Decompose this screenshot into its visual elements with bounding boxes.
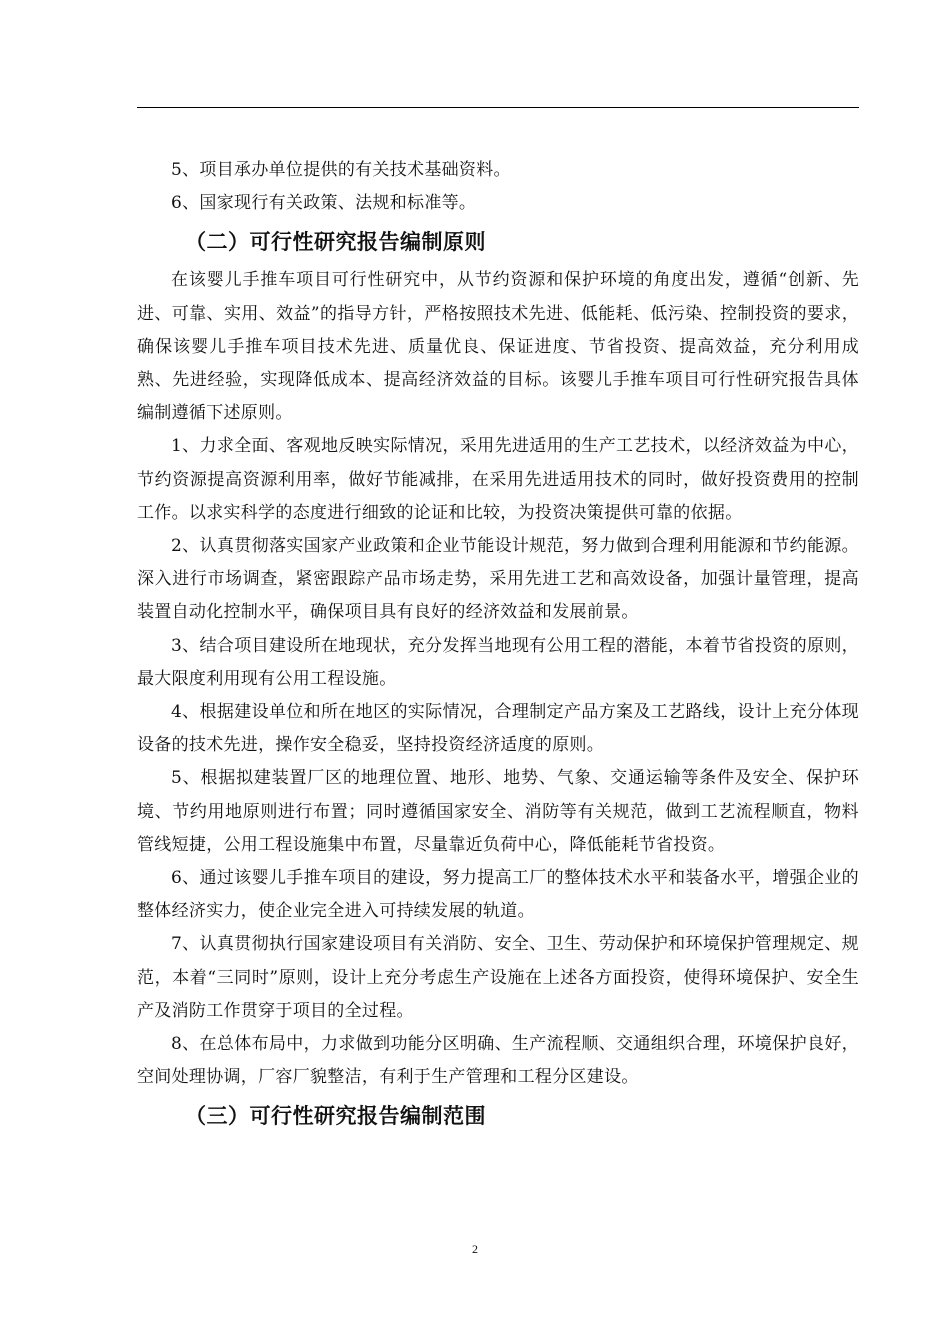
paragraph-basis-5: 5、项目承办单位提供的有关技术基础资料。: [171, 160, 511, 180]
paragraph-principle-1: 1、力求全面、客观地反映实际情况，采用先进适用的生产工艺技术，以经济效益为中心，节约资源提高资源利用率，做好节能减排，在采用先进适用技术的同时，做好投资费用的控制工作。以求实科学的态度进行细致的论证和比较，为投资决策提供可靠的依据。: [137, 436, 859, 523]
paragraph-principle-3: 3、结合项目建设所在地现状，充分发挥当地现有公用工程的潜能，本着节省投资的原则，最大限度利用现有公用工程设施。: [137, 635, 859, 689]
paragraph-principle-2: 2、认真贯彻落实国家产业政策和企业节能设计规范，努力做到合理利用能源和节约能源。深入进行市场调查，紧密跟踪产品市场走势，采用先进工艺和高效设备，加强计量管理，提高装置自动化控制水平，确保项目具有良好的经济效益和发展前景。: [137, 536, 859, 623]
section-heading-principles: （二）可行性研究报告编制原则: [185, 230, 486, 255]
document-body: [137, 154, 859, 1138]
paragraph-principle-8: 8、在总体布局中，力求做到功能分区明确、生产流程顺、交通组织合理，环境保护良好，空间处理协调，厂容厂貌整洁，有利于生产管理和工程分区建设。: [137, 1034, 859, 1088]
section-heading-scope: （三）可行性研究报告编制范围: [185, 1104, 486, 1129]
page-number: 2: [472, 1242, 478, 1256]
paragraph-principle-6: 6、通过该婴儿手推车项目的建设，努力提高工厂的整体技术水平和装备水平，增强企业的整体经济实力，使企业完全进入可持续发展的轨道。: [137, 868, 859, 922]
paragraph-principle-4: 4、根据建设单位和所在地区的实际情况，合理制定产品方案及工艺路线，设计上充分体现设备的技术先进，操作安全稳妥，坚持投资经济适度的原则。: [137, 702, 859, 756]
paragraph-principle-7: 7、认真贯彻执行国家建设项目有关消防、安全、卫生、劳动保护和环境保护管理规定、规范，本着“三同时”原则，设计上充分考虑生产设施在上述各方面投资，使得环境保护、安全生产及消防工作贯穿于项目的全过程。: [137, 934, 859, 1021]
header-rule: [137, 107, 859, 108]
paragraph-basis-6: 6、国家现行有关政策、法规和标准等。: [171, 193, 477, 214]
paragraph-principles-intro: 在该婴儿手推车项目可行性研究中，从节约资源和保护环境的角度出发，遵循“创新、先进、可靠、实用、效益”的指导方针，严格按照技术先进、低能耗、低污染、控制投资的要求，确保该婴儿手推车项目技术先进、质量优良、保证进度、节省投资、提高效益，充分利用成熟、先进经验，实现降低成本、提高经济效益的目标。该婴儿手推车项目可行性研究报告具体编制遵循下述原则。: [137, 270, 859, 424]
paragraph-principle-5: 5、根据拟建装置厂区的地理位置、地形、地势、气象、交通运输等条件及安全、保护环境、节约用地原则进行布置；同时遵循国家安全、消防等有关规范，做到工艺流程顺直，物料管线短捷，公用工程设施集中布置，尽量靠近负荷中心，降低能耗节省投资。: [137, 768, 859, 855]
